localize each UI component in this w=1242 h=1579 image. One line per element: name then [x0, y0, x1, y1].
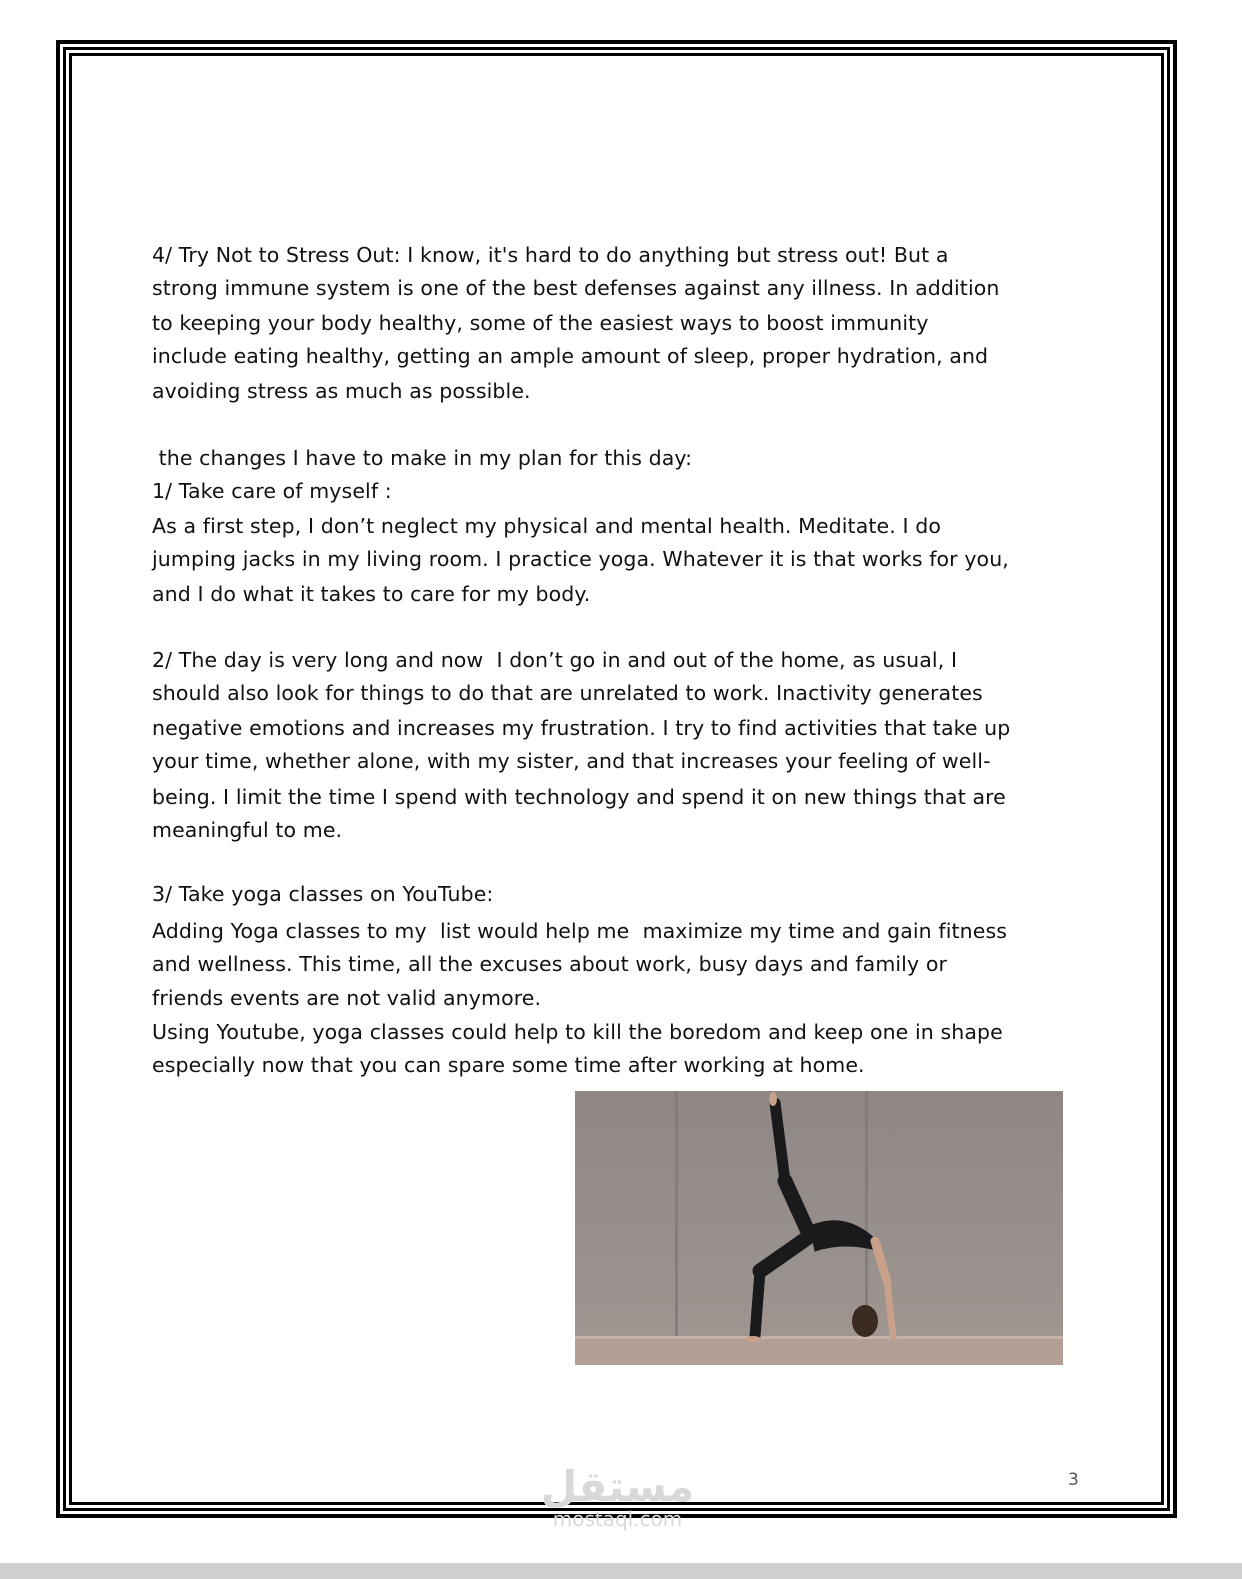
text-line: As a first step, I don’t neglect my physical and mental health. Meditate. I do — [152, 514, 941, 538]
watermark-latin: mostaql.com — [552, 1507, 683, 1531]
text-line: the changes I have to make in my plan for this day: — [152, 446, 693, 470]
page-number: 3 — [1068, 1470, 1079, 1490]
text-line: 1/ Take care of myself : — [152, 479, 392, 503]
text-line: jumping jacks in my living room. I practice yoga. Whatever it is that works for you, — [152, 547, 1009, 571]
text-line: meaningful to me. — [152, 818, 343, 842]
text-line: 3/ Take yoga classes on YouTube: — [152, 882, 494, 906]
text-line: 2/ The day is very long and now I don’t go in and out of the home, as usual, I — [152, 648, 958, 672]
text-line: especially now that you can spare some time after working at home. — [152, 1053, 865, 1077]
text-line: and wellness. This time, all the excuses about work, busy days and family or — [152, 952, 947, 976]
text-line: friends events are not valid anymore. — [152, 986, 542, 1010]
text-line: should also look for things to do that are unrelated to work. Inactivity generates — [152, 681, 983, 705]
text-line: strong immune system is one of the best defenses against any illness. In addition — [152, 276, 1000, 300]
text-line: 4/ Try Not to Stress Out: I know, it's hard to do anything but stress out! But a — [152, 243, 949, 267]
text-line: avoiding stress as much as possible. — [152, 379, 531, 403]
text-line: to keeping your body healthy, some of the easiest ways to boost immunity — [152, 311, 929, 335]
text-line: your time, whether alone, with my sister, and that increases your feeling of well- — [152, 749, 991, 773]
viewer-bottom-bar — [0, 1563, 1242, 1579]
text-line: Adding Yoga classes to my list would help me maximize my time and gain fitness — [152, 919, 1008, 943]
watermark-arabic: مستقل — [540, 1462, 695, 1511]
yoga-photo — [575, 1091, 1063, 1365]
text-line: and I do what it takes to care for my body. — [152, 582, 591, 606]
text-line: include eating healthy, getting an ample amount of sleep, proper hydration, and — [152, 344, 989, 368]
text-line: being. I limit the time I spend with technology and spend it on new things that are — [152, 785, 1006, 809]
text-line: negative emotions and increases my frustration. I try to find activities that take up — [152, 716, 1011, 740]
watermark — [540, 1462, 695, 1531]
text-line: Using Youtube, yoga classes could help to kill the boredom and keep one in shape — [152, 1020, 1003, 1044]
